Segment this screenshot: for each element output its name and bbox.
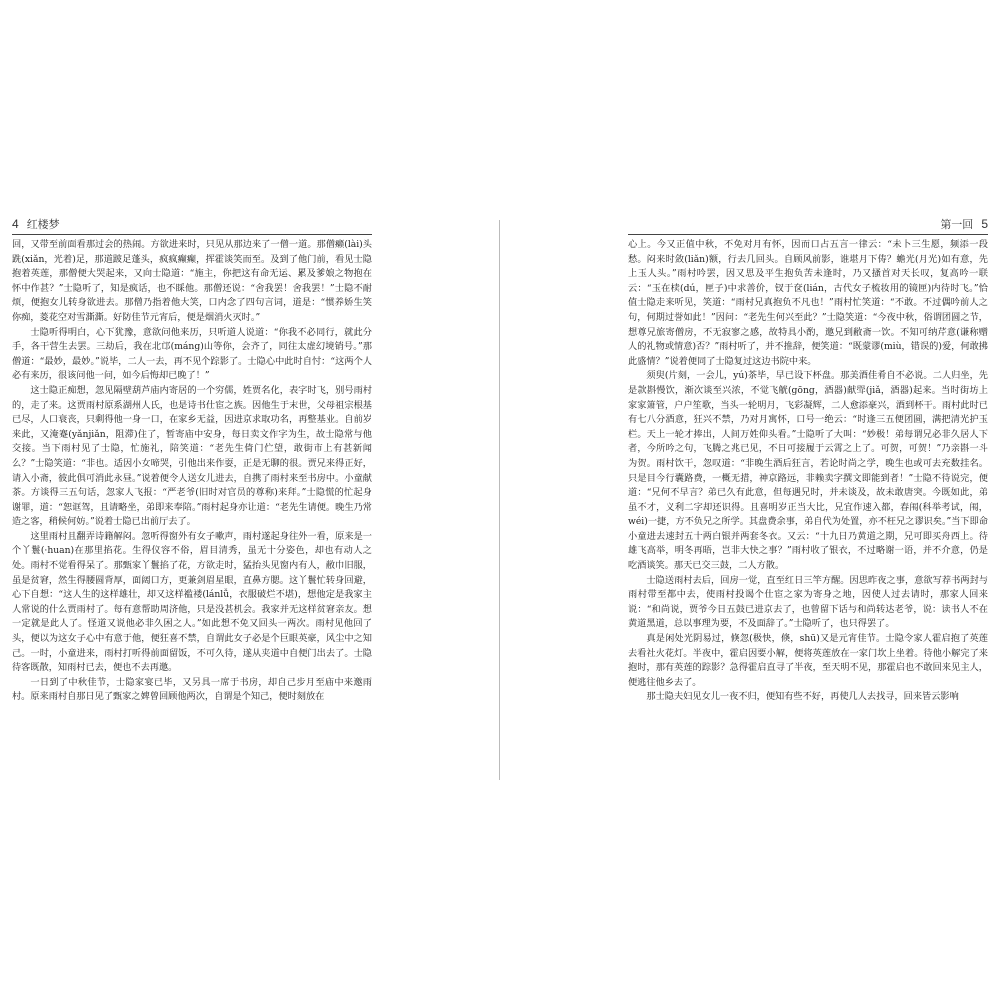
right-paragraph-5: 那士隐夫妇见女儿一夜不归，便知有些不好，再使几人去找寻，回来皆云影响 bbox=[646, 691, 959, 703]
right-paragraph-4: 真是闲处光阴易过，倏忽(极快，倏，shū)又是元宵佳节。士隐令家人霍启抱了英莲去看社火花灯。半夜中，霍启因要小解，便将英莲放在一家门坎上坐着。待他小解完了来抱时，那有英莲的踪影？急得霍启直寻了半夜，至天明不见，那霍启也不敢回来见主人，便逃往他乡去了。 bbox=[628, 633, 988, 688]
left-paragraph-4: 这里雨村且翻弄诗籍解闷。忽听得窗外有女子嗽声，雨村遂起身往外一看，原来是一个丫鬟(·huan)在那里掐花。生得仪容不俗，眉目清秀，虽无十分姿色，却也有动人之处。雨村不觉看得呆了。那甄家丫鬟掐了花，方欲走时，猛抬头见窗内有人，敝巾旧服，虽是贫窘，然生得腰圆背厚，面阔口方，更兼剑眉星眼，直鼻方腮。这丫鬟忙转身回避，心下自想：“这人生的这样雄壮，却又这样褴褛(lánlǚ，衣服破烂不堪)，想他定是我家主人常说的什么贾雨村了。每有意帮助周济他，只是没甚机会。我家并无这样贫窘亲友。想一定就是此人了。怪道又说他必非久困之人。”如此想不免又回头一两次。雨村见他回了头，便以为这女子心中有意于他，便狂喜不禁，自谓此女子必是个巨眼英豪，风尘中之知己。一时，小童进来，雨村打听得前面留饭，不可久待，遂从夹道中自便门出去了。士隐待客既散，知雨村已去，便也不去再邀。 bbox=[12, 530, 372, 674]
right-page-number: 5 bbox=[981, 217, 988, 231]
left-page-number: 4 bbox=[12, 217, 19, 231]
left-page bbox=[12, 216, 372, 796]
right-paragraph-3: 士隐送雨村去后，回房一觉，直至红日三竿方醒。因思昨夜之事，意欲写荐书两封与雨村带至都中去，使雨村投谒个仕宦之家为寄身之地，因使人过去请时，那家人回来说：“和尚说，贾爷今日五鼓已进京去了，也曾留下话与和尚转达老爷，说：读书人不在黄道黑道，总以事理为要，不及面辞了。”士隐听了，也只得罢了。 bbox=[628, 574, 988, 630]
right-paragraph-1: 心上。今又正值中秋，不免对月有怀，因而口占五言一律云：“未卜三生愿，频添一段愁。闷来时敛(liǎn)额，行去几回头。自顾风前影，谁堪月下俦？蟾光(月光)如有意，先上玉人头。”雨村吟罢，因又思及平生抱负苦未逢时，乃又搔首对天长叹，复高吟一联云：“玉在椟(dú，匣子)中求善价，钗于奁(lián，古代女子梳妆用的镜匣)内待时飞。”恰值士隐走来听见，笑道：“雨村兄真抱负不凡也！”雨村忙笑道：“不敢。不过偶吟前人之句，何期过誉如此！”因问：“老先生何兴至此？”士隐笑道：“今夜中秋，俗谓团圆之节，想尊兄旅寄僧房，不无寂寥之感，故特具小酌，邀兄到敝斋一饮。不知可纳芹意(谦称赠人的礼物或情意)否？”雨村听了，并不推辞，便笑道：“既蒙谬(miù，错误的)爱，何敢拂此盛情？”说着便同了士隐复过这边书院中来。 bbox=[628, 239, 988, 367]
page-gutter bbox=[499, 220, 500, 780]
book-title: 红楼梦 bbox=[26, 219, 60, 231]
left-page-header bbox=[12, 216, 372, 235]
right-page-header bbox=[628, 216, 988, 235]
left-paragraph-2: 士隐听得明白，心下犹豫，意欲问他来历，只听道人说道：“你我不必同行，就此分手，各干营生去罢。三劫后，我在北邙(máng)山等你，会齐了，同往太虚幻境销号。”那僧道：“最妙，最妙。”说毕，二人一去，再不见个踪影了。士隐心中此时自忖：“这两个人必有来历，很该问他一问，如今后悔却已晚了！” bbox=[12, 326, 372, 382]
left-paragraph-5: 一日到了中秋佳节，士隐家宴已毕，又另具一席于书房，却自己步月至庙中来邀雨村。原来雨村自那日见了甄家之婢曾回顾他两次，自谓是个知己，便时刻放在 bbox=[12, 676, 372, 703]
right-page-body bbox=[628, 238, 988, 705]
chapter-title: 第一回 bbox=[940, 219, 974, 231]
left-paragraph-1: 回，又带至前面看那过会的热闹。方欲进来时，只见从那边来了一僧一道。那僧癞(lài)头跣(xiǎn，光着)足，那道跛足蓬头，疯疯癫癫，挥霍谈笑而至。及到了他门前，看见士隐抱着英莲，那僧便大哭起来，又向士隐道：“施主，你把这有命无运、累及爹娘之物抱在怀中作甚？”士隐听了，知是疯话，也不睬他。那僧还说：“舍我罢！舍我罢！”士隐不耐烦，便抱女儿转身欲进去。那僧乃指着他大笑，口内念了四句言词，道是：“惯养娇生笑你痴，菱花空对雪澌澌。好防佳节元宵后，便是烟消火灭时。” bbox=[12, 239, 372, 323]
right-paragraph-2: 须臾(片刻，一会儿，yú)茶毕，早已设下杯盘。那美酒佳肴自不必说。二人归坐，先是款斟慢饮，渐次谈至兴浓，不觉飞觥(gōng，酒器)献斝(jiǎ，酒器)起来。当时街坊上家家箫管，户户笙歌，当头一轮明月，飞彩凝辉，二人愈添豪兴，酒到杯干。雨村此时已有七八分酒意，狂兴不禁，乃对月寓怀，口号一绝云：“时逢三五便团圆，满把清光护玉栏。天上一轮才捧出，人间万姓仰头看。”士隐听了大叫：“妙极！弟每谓兄必非久居人下者，今所吟之句，飞腾之兆已见，不日可接履于云霄之上了。可贺，可贺！”乃亲斟一斗为贺。雨村饮干，忽叹道：“非晚生酒后狂言，若论时尚之学，晚生也或可去充数挂名。只是目今行囊路费，一概无措，神京路远，非赖卖字撰文即能到者！”士隐不待说完，便道：“兄何不早言？弟已久有此意，但每遇兄时，并未谈及，故未敢唐突。今既如此，弟虽不才，义利二字却还识得。且喜明岁正当大比，兄宜作速入都，春闱(科举考试，闱，wéi)一捷，方不负兄之所学。其盘费余事，弟自代为处置，亦不枉兄之谬识矣。”当下即命小童进去速封五十两白银并两套冬衣。又云：“十九日乃黄道之期，兄可即买舟西上。待雄飞高举，明冬再晤，岂非大快之事？”雨村收了银衣，不过略谢一语，并不介意，仍是吃酒谈笑。那天已交三鼓，二人方散。 bbox=[628, 370, 988, 572]
left-page-body bbox=[12, 238, 372, 705]
right-page bbox=[628, 216, 988, 796]
left-paragraph-3: 这士隐正痴想，忽见隔壁葫芦庙内寄居的一个穷儒，姓贾名化，表字时飞，别号雨村的，走了来。这贾雨村原系湖州人氏，也是诗书仕宦之族。因他生于末世，父母祖宗根基已尽，人口衰丧，只剩得他一身一口，在家乡无益，因进京求取功名，再整基业。自前岁来此，又淹蹇(yǎnjiǎn，阻滞)住了，暂寄庙中安身，每日卖文作字为生，故士隐常与他交接。当下雨村见了士隐，忙施礼，陪笑道：“老先生倚门伫望，敢街市上有甚新闻么？”士隐笑道：“非也。适因小女啼哭，引他出来作耍，正是无聊的很。贾兄来得正好，请入小斋，彼此俱可消此永昼。”说着便令人送女儿进去，自携了雨村来至书房中。小童献茶。方谈得三五句话，忽家人飞报：“严老爷(旧时对官员的尊称)来拜。”士隐慌的忙起身谢罪，道：“恕诓驾，且请略坐，弟即来奉陪。”雨村起身亦让道：“老先生请便。晚生乃常造之客，稍候何妨。”说着士隐已出前厅去了。 bbox=[12, 384, 372, 528]
